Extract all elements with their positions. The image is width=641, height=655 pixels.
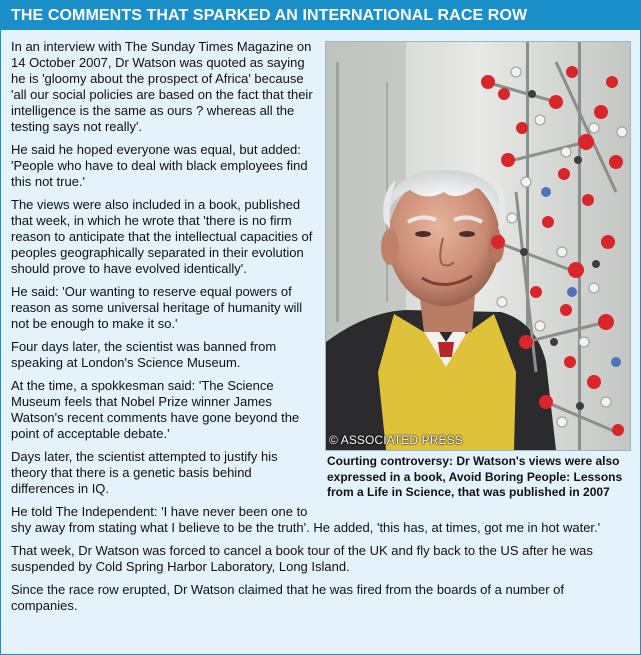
paragraph-1: In an interview with The Sunday Times Magazine on 14 October 2007, Dr Watson was quoted as saying he is 'gloomy about the prospect of Africa' because 'all our social policies are based on the fact that their intelligence is the same as ours ? whereas all the testing says not really'. bbox=[11, 39, 313, 134]
paragraph-5: Four days later, the scientist was banned from speaking at London's Science Museum. bbox=[11, 339, 277, 370]
paragraph-10: Since the race row erupted, Dr Watson claimed that he was fired from the boards of a number of companies. bbox=[11, 582, 565, 613]
dna-model-photo bbox=[326, 42, 630, 450]
paragraph-9: That week, Dr Watson was forced to cancel a book tour of the UK and fly back to the US after he was suspended by Cold Spring Harbor Laboratory, Long Island. bbox=[11, 543, 593, 574]
photo-caption: Courting controversy: Dr Watson's views were also expressed in a book, Avoid Boring People: Lessons from a Life in Science, that was published in 2007 bbox=[327, 454, 623, 499]
paragraph-4: He said: 'Our wanting to reserve equal powers of reason as some universal heritage of humanity will not be enough to make it so.' bbox=[11, 284, 303, 331]
paragraph-7: Days later, the scientist attempted to justify his theory that there is a genetic basis behind differences in IQ. bbox=[11, 449, 278, 496]
box-title: THE COMMENTS THAT SPARKED AN INTERNATIONAL RACE ROW bbox=[1, 1, 640, 30]
article-content bbox=[11, 39, 631, 621]
photo-credit: © ASSOCIATED PRESS bbox=[329, 433, 463, 447]
photo bbox=[325, 41, 631, 451]
paragraph-6: At the time, a spokkesman said: 'The Science Museum feels that Nobel Prize winner James Watson's recent comments have gone beyond the point of acceptable debate.' bbox=[11, 378, 300, 441]
paragraph-3: The views were also included in a book, published that week, in which he wrote that 'there is no firm reason to anticipate that the intellectual capacities of peoples geographically separated in their evolution should prove to have evolved identically'. bbox=[11, 197, 313, 276]
paragraph-2: He said he hoped everyone was equal, but added: 'People who have to deal with black employees find this not true.' bbox=[11, 142, 308, 189]
photo-figure bbox=[325, 41, 631, 501]
paragraph-8: He told The Independent: 'I have never been one to shy away from stating what I believe to be the truth'. He added, 'this has, at times, got me in hot water.' bbox=[11, 504, 601, 535]
